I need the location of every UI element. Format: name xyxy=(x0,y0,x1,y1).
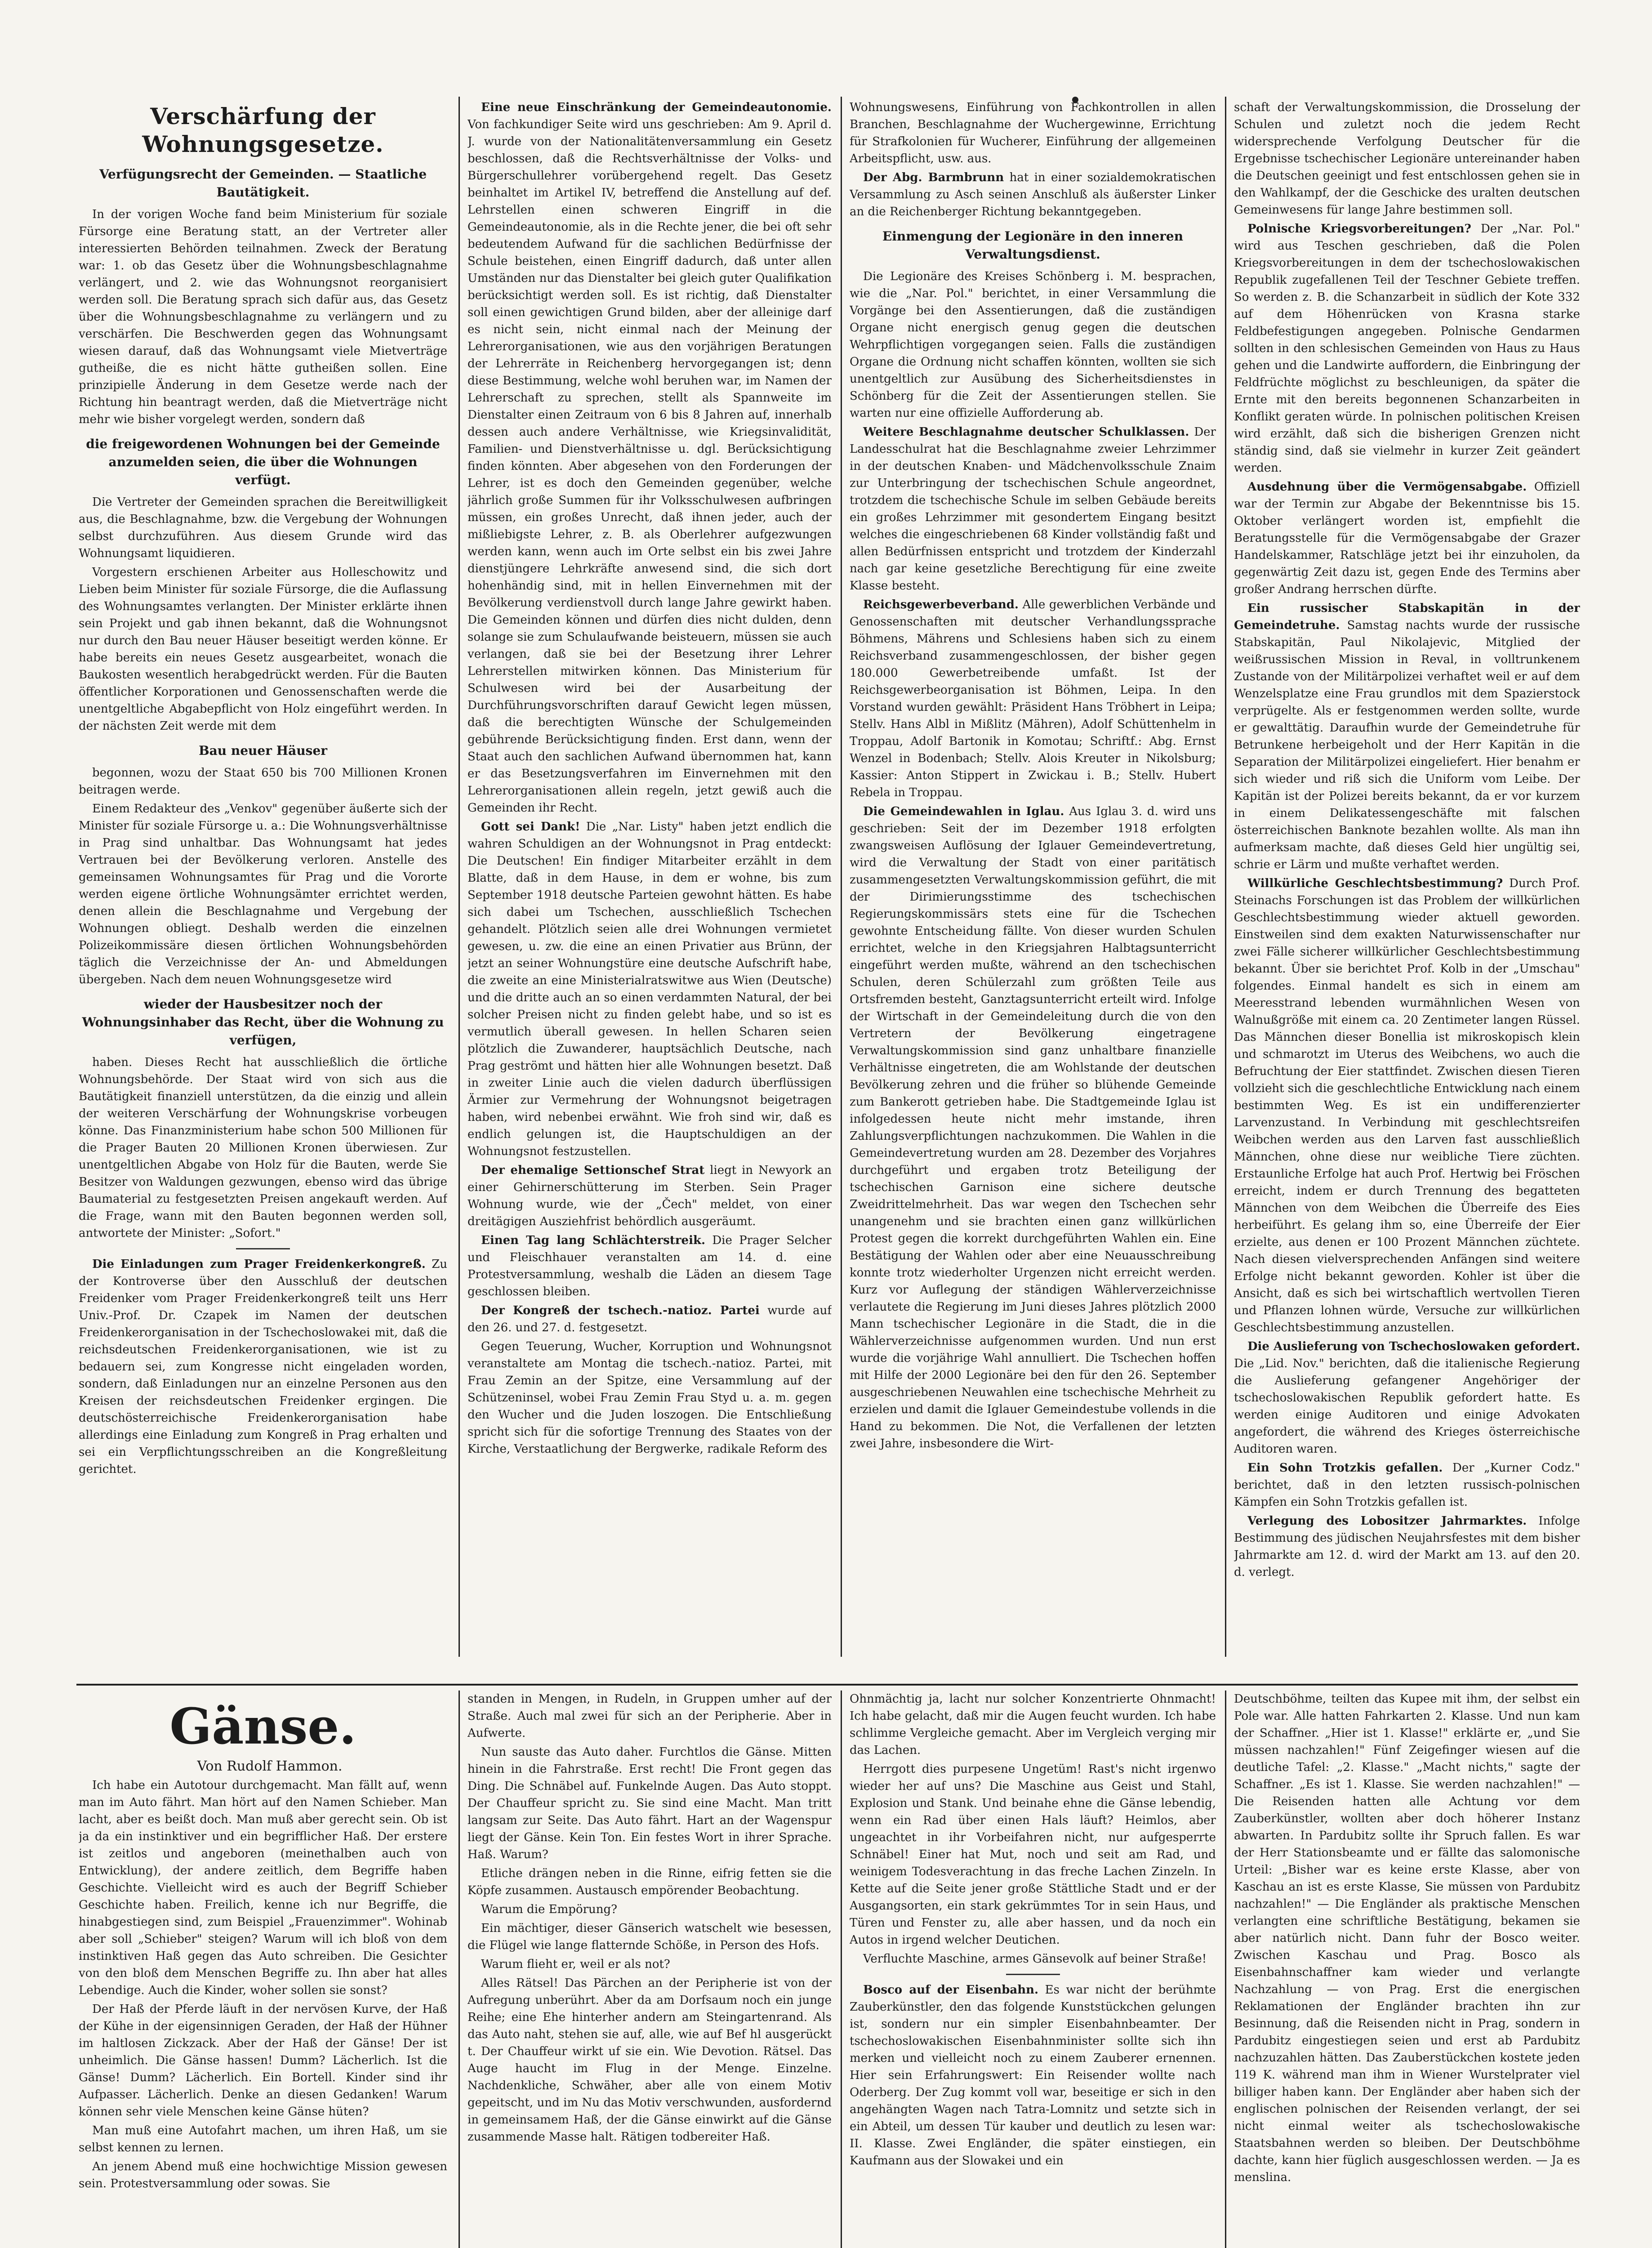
separator xyxy=(236,1248,290,1249)
article-paragraph: In der vorigen Woche fand beim Ministerium für soziale Fürsorge eine Beratung statt, an der Vertreter aller interessierten Behörden teilnahmen. Zweck der Beratung war: 1. ob das Gesetz über die Wohnungsbeschlagnahme verlängert, und 2. wie das Wohnungsnot reorganisiert werden soll. Die Beratung sprach sich dafür aus, das Gesetz über die Wohnungsbeschlagnahme zu verlängern und zu verschärfen. Die Beschwerden gegen das Wohnungsamt wiesen darauf, daß das Wohnungsamt viele Mietverträge gutheiße, die es nicht hätte gutheißen sollen. Eine prinzipielle Änderung in dem Gesetze werde nach der Richtung hin beantragt werden, daß die Mietverträge nicht mehr wie bisher vorgelegt werden, sondern daß xyxy=(79,208,447,426)
article-text: Samstag nachts wurde der russische Stabskapitän, Paul Nikolajevic, Mitglied der weißrussischen Mission in Reval, in volltrunkenem Zustande von der Militärpolizei verhaftet weil er auf dem Wenzelsplatze eine Frau grundlos mit dem Spazierstock verprügelte. Als er festgenommen werden sollte, wurde er gewalttätig. Daraufhin wurde der Gemeindetruhe für Betrunkene herbeigeholt und der Herr Kapitän in die Separation der Militärpolizei eingeliefert. Hier benahm er sich wieder und riß sich die Uniform vom Leibe. Der Kapitän ist der Polizei bereits bekannt, da er vor kurzem in einem Delikatessengeschäfte mit falschen österreichischen Banknote bezahlen wollte. Als man ihn aufmerksam machte, daß dieses Geld hier ungültig sei, schrie er Lärm und mußte verhaftet werden. xyxy=(1234,619,1580,871)
run-in-head: Bosco auf der Eisenbahn. xyxy=(863,1983,1039,1997)
article-paragraph xyxy=(1234,1512,1580,1581)
column-rule xyxy=(841,1690,842,2248)
article-text: Aus Iglau 3. d. wird uns geschrieben: Seit der im Dezember 1918 erfolgten zwangsweisen Auflösung der Iglauer Gemeindevertretung, wird die Verwaltung der Stadt von einer paritätisch zusammengesetzten Verwaltungskommission geführt, die mit der Dirimierungsstimme des tschechischen Regierungskommissärs stets eine für die Tschechen gewohnte Entscheidung fällte. Von dieser wurden Schulen errichtet, welche in den Kriegsjahren Halbtagsunterricht eingeführt werden mußte, während an den tschechischen Schulen, deren Schülerzahl zum größten Teile aus Ortsfremden besteht, Ganztagsunterricht erteilt wird. Infolge der Wirtschaft in der Gemeindeleitung durch die von den Vertretern der Bevölkerung eingetragene Verwaltungskommission sind ganz unhaltbare finanzielle Verhältnisse eingetreten, die am Wohlstande der deutschen Bevölkerung zehren und die früher so blühende Gemeinde zum Bankerott getrieben habe. Die Stadtgemeinde Iglau ist infolgedessen heute nicht mehr imstande, ihren Zahlungsverpflichtungen nachzukommen. Die Wahlen in die Gemeindevertretung wurden am 28. Dezember des Vorjahres durchgeführt und ergaben trotz Beteiligung der tschechischen Garnison eine sichere deutsche Zweidrittelmehrheit. Das war wegen den Tschechen sehr unangenehm und sie brachten einen ganz willkürlichen Protest gegen die korrekt durchgeführten Wahlen ein. Eine Bestätigung der Wahlen oder aber eine Neuausschreibung konnte trotz wiederholter Urgenzen nicht erreicht werden. Kurz vor Auflegung der ständigen Wählerverzeichnisse verlautete die Regierung im Juni dieses Jahres plötzlich 2000 Mann tschechischer Legionäre in die Stadt, die in die Wählerverzeichnisse aufgenommen wurden. Und nun erst wurde die vorjährige Wahl annulliert. Die Tschechen hoffen mit Hilfe der 2000 Legionäre bei den für den 26. September ausgeschriebenen Neuwahlen eine tschechische Mehrheit zu erzielen und damit die Iglauer Gemeindestube vollends in die Hand zu bekommen. Die Not, die Verfallenen der letzten zwei Jahre, insbesondere die Wirt- xyxy=(850,805,1216,1450)
article-paragraph xyxy=(1234,220,1580,477)
article-paragraph: Ein mächtiger, dieser Gänserich watschelt wie besessen, die Flügel wie lange flatternde Schöße, in Person des Hofs. xyxy=(468,1922,832,1952)
article-text: liegt in Newyork an einer Gehirnerschütterung im Sterben. Sein Prager Wohnung wurde, wie der „Čech" meldet, von einer dreitägigen Ausziehfrist behördlich ausgeräumt. xyxy=(468,1164,832,1228)
article-paragraph xyxy=(850,424,1216,594)
run-in-head: Die Gemeindewahlen in Iglau. xyxy=(863,805,1064,818)
article-paragraph: Verfluchte Maschine, armes Gänsevolk auf beiner Straße! xyxy=(863,1952,1207,1966)
run-in-head: Weitere Beschlagnahme deutscher Schulklassen. xyxy=(863,425,1189,439)
article-paragraph xyxy=(1234,875,1580,1336)
feuilleton-column-3 xyxy=(850,1690,1216,2248)
subhead: Verfügungsrecht der Gemeinden. — Staatliche Bautätigkeit. xyxy=(99,167,427,200)
column-3 xyxy=(850,99,1216,1673)
run-in-head: Ausdehnung über die Vermögensabgabe. xyxy=(1247,480,1527,494)
feuilleton-title: Gänse. xyxy=(169,1697,356,1755)
article-paragraph: Etliche drängen neben in die Rinne, eifrig fetten sie die Köpfe zusammen. Austausch empörender Beobachtung. xyxy=(468,1867,832,1897)
article-paragraph xyxy=(79,1256,447,1478)
run-in-head: Eine neue Einschränkung der Gemeindeautonomie. xyxy=(481,101,832,114)
run-in-head: Einen Tag lang Schlächterstreik. xyxy=(481,1234,706,1247)
article-paragraph xyxy=(850,169,1216,220)
article-paragraph: Einem Redakteur des „Venkov" gegenüber äußerte sich der Minister für soziale Fürsorge u. a.: Die Wohnungsverhältnisse in Prag sind unhaltbar. Das Wohnungsamt hat jedes Vertrauen bei der Bevölkerung verloren. Anstelle des gemeinsamen Wohnungsamtes für Prag und die Vororte werden eigene örtliche Wohnungsämter errichtet werden, denen allein die Beschlagnahme und Vergebung der Wohnungen obliegt. Deshalb werden die einzelnen Polizeikommissäre diesen örtlichen Wohnungsbehörden täglich die Verzeichnisse der An- und Abmeldungen übergeben. Nach dem neuen Wohnungsgesetze wird xyxy=(79,802,447,986)
article-text: Der „Kurner Codz." berichtet, daß in den letzten russisch-polnischen Kämpfen ein Sohn Trotzkis gefallen ist. xyxy=(1234,1461,1580,1509)
article-paragraph: Deutschböhme, teilten das Kupee mit ihm, der selbst ein Pole war. Alle hatten Fahrkarten 2. Klasse. Und nun kam der Schaffner. „Hier ist 1. Klasse!" erklärte er, „und Sie müssen nachzahlen!" Fünf Zeigefinger wiesen auf die deutliche Tafel: „2. Klasse." „Macht nichts," sagte der Schaffner. „Es ist 1. Klasse. Sie werden nachzahlen!" — Die Reisenden hatten alle Achtung vor dem Zauberkünstler, wollten aber doch höherer Instanz abwarten. In Pardubitz sollte ihr Spruch fallen. Es war der Herr Stationsbeamte und er fällte das salomonische Urteil: „Bisher war es keine erste Klasse, aber von Kaschau an ist es erste Klasse, Sie müssen von Pardubitz nachzahlen!" — Die Engländer als praktische Menschen verlangten eine schriftliche Bestätigung, bekamen sie aber natürlich nicht. Dann fuhr der Bosco weiter. Zwischen Kaschau und Prag. Bosco als Eisenbahnschaffner kam wieder und verlangte Nachzahlung — von Prag. Erst die energischen Reklamationen der Engländer brachten ihn zur Besinnung, daß die Reisenden nicht in Prag, sondern in Pardubitz eingestiegen seien und erst ab Pardubitz nachzuzahlen hätten. Das Zauberstückchen kostete jeden 119 K. während man ihm in Wiener Wurstelprater viel billiger haben kann. Der Engländer aber haben sich der englischen polnischen der Reisenden verlangt, der sei nicht einmal weiter als tschechoslowakische Staatsbahnen werden so bleiben. Der Deutschböhme dachte, kann hier füglich ausgeschlossen werden. — Ja es menslina. xyxy=(1234,1692,1580,2184)
column-rule xyxy=(459,97,460,1657)
article-paragraph: Vorgestern erschienen Arbeiter aus Holleschowitz und Lieben beim Minister für soziale Fürsorge, die die Auflassung des Wohnungsamtes verlangten. Der Minister erklärte ihnen sein Projekt und gab ihnen bekannt, daß die Wohnungsnot nur durch den Bau neuer Häuser beseitigt werden könne. Er habe bereits ein neues Gesetz ausgearbeitet, wonach die Baukosten wesentlich herabgedrückt werden. Für die Bauten öffentlicher Korporationen und Genossenschaften werde die unentgeltliche Abgabepflicht von Holz eingeführt werden. In der nächsten Zeit werde mit dem xyxy=(79,566,447,733)
article-paragraph: Man muß eine Autofahrt machen, um ihren Haß, um sie selbst kennen zu lernen. xyxy=(79,2124,447,2154)
run-in-head: Verlegung des Lobositzer Jahrmarktes. xyxy=(1247,1514,1527,1528)
run-in-head: Gott sei Dank! xyxy=(481,820,580,834)
feuilleton-byline: Von Rudolf Hammon. xyxy=(197,1758,343,1774)
run-in-head: Der Abg. Barmbrunn xyxy=(863,171,1004,184)
headline-wohnungsgesetze: Verschärfung der Wohnungsgesetze. xyxy=(142,103,384,157)
article-text: Der Landesschulrat hat die Beschlagnahme zweier Lehrzimmer in der deutschen Knaben- und Mädchenvolksschule Znaim zur Unterbringung der tschechischen Schule angeordnet, trotzdem die tschechische Schule im selben Gebäude bereits ein großes Lehrzimmer mit gesondertem Eingang besitzt welches die eingeschriebenen 68 Kinder vollständig faßt und allen Bedürfnissen entspricht und trotzdem der Kinderzahl nach gar keine gesetzliche Berechtigung für eine zweite Klasse besteht. xyxy=(850,425,1216,593)
column-rule xyxy=(1225,1690,1226,2248)
article-paragraph: schaft der Verwaltungskommission, die Drosselung der Schulen und zuletzt noch die jedem Recht widersprechende Verfolgung Deutscher für die Ergebnisse tschechischer Legionäre untereinander haben die Deutschen geeinigt und fest entschlossen gehen sie in den Wahlkampf, der die Geschicke des uralten deutschen Gemeinwesens für lange Jahre bestimmen soll. xyxy=(1234,101,1580,217)
article-text: Es war nicht der berühmte Zauberkünstler, den das folgende Kunststückchen gelungen ist, sondern nur ein simpler Eisenbahnbeamter. Der tschechoslowakischen Eisenbahnminister sollte sich ihn merken und vielleicht noch zu einem Zauberer ernennen. Hier sein Erfahrungswert: Ein Reisender wollte nach Oderberg. Der Zug kommt voll war, beseitige er sich in den angehängten Wagen nach Tatra-Lomnitz und setzte sich in ein Abteil, um dessen Tür kauber und deutlich zu lesen war: II. Klasse. Zwei Engländer, die später einstiegen, ein Kaufmann aus der Slowakei und ein xyxy=(850,1983,1216,2168)
article-paragraph: begonnen, wozu der Staat 650 bis 700 Millionen Kronen beitragen werde. xyxy=(79,766,447,797)
subhead: wieder der Hausbesitzer noch der Wohnungsinhaber das Recht, über die Wohnung zu verfügen, xyxy=(82,997,444,1048)
subhead: die freigewordenen Wohnungen bei der Gemeinde anzumelden seien, die über die Wohnungen verfügt. xyxy=(86,437,440,487)
feuilleton-column-1 xyxy=(79,1690,447,2248)
subhead: Bau neuer Häuser xyxy=(198,743,328,758)
run-in-head: Ein Sohn Trotzkis gefallen. xyxy=(1247,1461,1443,1475)
article-paragraph xyxy=(1234,1459,1580,1511)
article-text: Die „Nar. Listy" haben jetzt endlich die wahren Schuldigen an der Wohnungsnot in Prag entdeckt: Die Deutschen! Ein findiger Mitarbeiter erzählt in dem Blatte, daß in dem Hause, in dem er wohne, bis zum September 1918 deutsche Parteien gewohnt hätten. Es habe sich dabei um Tschechen, ausschließlich Tschechen gehandelt. Plötzlich seien alle drei Wohnungen vermietet gewesen, u. zw. die eine an einen Privatier aus Brünn, der jetzt an seiner Wohnungstüre eine deutsche Aufschrift habe, die zweite an eine Ministerialratswitwe aus Wien (Deutsche) und die dritte auch an so einen verdammten Natural, der bei solcher Preisen nicht zu finden gelebt habe, und so ist es vermutlich überall gewesen. In hellen Scharen seien plötzlich die Zuwanderer, hauptsächlich Deutsche, nach Prag geströmt und hätten hier alle Wohnungen besetzt. Daß in zweiter Linie auch die vielen dadurch überflüssigen Ärmier zur Vermehrung der Wohnungsnot beigetragen haben, wird nebenbei erwähnt. Wie froh sind wir, daß es endlich gelungen ist, die Hauptschuldigen an der Wohnungsnot festzustellen. xyxy=(468,820,832,1158)
article-paragraph: Nun sauste das Auto daher. Furchtlos die Gänse. Mitten hinein in die Fahrstraße. Erst recht! Die Front gegen das Ding. Die Schnäbel auf. Funkelnde Augen. Das Auto stoppt. Der Chauffeur spricht zu. Sie sind eine Macht. Man tritt langsam zur Seite. Das Auto fährt. Hart an der Wagenspur liegt der Gänse. Kein Ton. Ein festes Wort in ihrer Sprache. Haß. Warum? xyxy=(468,1745,832,1861)
article-paragraph: An jenem Abend muß eine hochwichtige Mission gewesen sein. Protestversammlung oder sowas. Sie xyxy=(79,2160,447,2190)
article-text: hat in einer sozialdemokratischen Versammlung zu Asch seinen Anschluß als äußerster Linker an die Reichenberger Richtung bekanntgegeben. xyxy=(850,171,1216,219)
article-paragraph: haben. Dieses Recht hat ausschließlich die örtliche Wohnungsbehörde. Der Staat wird von sich aus die Bautätigkeit finanziell unterstützen, da die einzig und allein der weiteren Verschärfung der Wohnungskrise vorbeugen könne. Das Finanzministerium habe schon 500 Millionen für die Prager Bauten 20 Millionen Kronen überwiesen. Zur unentgeltlichen Abgabe von Holz für die Bauten, werde Sie Besitzer von Waldungen gezwungen, ebenso wird das übrige Baumaterial zu festgesetzten Preisen angekauft werden. Auf die Frage, wann mit den Bauten begonnen werden soll, antwortete der Minister: „Sofort." xyxy=(79,1056,447,1240)
column-rule xyxy=(1225,97,1226,1657)
article-paragraph xyxy=(850,803,1216,1452)
column-rule xyxy=(841,97,842,1657)
article-text: Von fachkundiger Seite wird uns geschrieben: Am 9. April d. J. wurde von der Nationalitätenversammlung ein Gesetz beschlossen, daß die Rechtsverhältnisse der Volks- und Bürgerschullehrer vorübergehend regelt. Das Gesetz beinhaltet im Artikel IV, betreffend die Anstellung auf def. Lehrstellen einen schweren Eingriff in die Gemeindeautonomie, als in die Rechte jener, die bei oft sehr bedeutendem Aufwand für die sachlichen Bedürfnisse der Schule beistehen, einen Eingriff dadurch, daß unter allen Umständen nur das Dienstalter bei gleich guter Qualifikation berücksichtigt werden soll. Es ist richtig, daß Dienstalter soll einen gewichtigen Grund bilden, aber der alleinige darf es nicht sein, nicht einmal nach der Meinung der Lehrerorganisationen, wie aus den vorjährigen Beratungen der Lehrerräte in Reichenberg hervorgegangen ist; denn diese Bestimmung, welche wohl beruhen war, im Namen der Lehrerschaft zu sprechen, stellt als Spannweite im Dienstalter einen Zeitraum von 6 bis 8 Jahren auf, innerhalb dessen auch andere Verhältnisse, wie Kriegsinvalidität, Familien- und Dienstverhältnisse u. dgl. Berücksichtigung finden könnten. Aber abgesehen von den Forderungen der Lehrer, ist es doch den Gemeinden gegenüber, welche jährlich große Summen für ihr Volksschulwesen aufbringen müssen, ein großes Unrecht, daß ihnen jeder, auch der mißliebigste Lehrer, z. B. als Oberlehrer aufgezwungen werden kann, wenn auch im Orte selbst ein bis zwei Jahre dienstjüngere Lehrkräfte anwesend sind, die sich dort hohenhändig sind, mit in hellen Einvernehmen mit der Bevölkerung verdienstvoll durch lange Jahre gewirkt haben. Die Gemeinden können und dürfen dies nicht dulden, denn solange sie zum Schulaufwande beisteuern, müssen sie auch verlangen, daß sie bei der Besetzung ihrer Lehrer Lehrerstellen mitwirken können. Das Ministerium für Schulwesen wird bei der Ausarbeitung der Durchführungsvorschriften darauf Gewicht legen müssen, daß die berechtigten Wünsche der Schulgemeinden gebührende Berücksichtigung finden. Erst dann, wenn der Staat auch den sachlichen Aufwand übernommen hat, kann er das Besetzungsverfahren im Einvernehmen mit den Lehrerorganisationen allein regeln, jetzt gewiß auch die Gemeinden ihr Recht. xyxy=(468,118,832,815)
subhead: Einmengung der Legionäre in den inneren Verwaltungsdienst. xyxy=(882,229,1184,262)
article-text: Offiziell war der Termin zur Abgabe der Bekenntnisse bis 15. Oktober verlängert worden ist, empfiehlt die Beratungsstelle für die Vermögensabgabe der Grazer Handelskammer, Ratschläge jetzt bei ihr einzuholen, da gegenwärtig Zeit dazu ist, gegen Ende des Termins aber großer Andrang herrschen dürfte. xyxy=(1234,480,1580,596)
article-text: Die Prager Selcher und Fleischhauer veranstalten am 14. d. eine Protestversammlung, weshalb die Läden an diesem Tage geschlossen bleiben. xyxy=(468,1234,832,1298)
column-rule xyxy=(459,1690,460,2248)
run-in-head: Willkürliche Geschlechtsbestimmung? xyxy=(1247,877,1503,890)
article-paragraph xyxy=(850,596,1216,801)
article-text: Zu der Kontroverse über den Ausschluß der deutschen Freidenker vom Prager Freidenkerkongreß teilt uns Herr Univ.-Prof. Dr. Czapek im Namen der deutschen Freidenkerorganisation in der Tschechoslowakei mit, daß die reichsdeutschen Freidenkerorganisationen, wie ist zu bedauern sei, zum Kongresse nicht eingeladen worden, sondern, daß Einladungen nur an einzelne Personen aus den Kreisen der reichsdeutschen Freidenker ergingen. Die deutschösterreichische Freidenkerorganisation habe allerdings eine Einladung zum Kongreß in Prag erhalten und sei ein Verpflichtungsschreiben an die Kongreßleitung gerichtet. xyxy=(79,1258,447,1476)
article-paragraph: Wohnungswesens, Einführung von Fachkontrollen in allen Branchen, Beschlagnahme der Wuchergewinne, Errichtung für Strafkolonien für Wucherer, Einführung der allgemeinen Arbeitspflicht, usw. aus. xyxy=(850,101,1216,165)
feuilleton-rule xyxy=(76,1684,1578,1686)
article-paragraph xyxy=(468,818,832,1160)
article-paragraph: Warum flieht er, weil er als not? xyxy=(481,1958,670,1971)
column-4 xyxy=(1234,99,1580,1673)
run-in-head: Der Kongreß der tschech.-natioz. Partei xyxy=(481,1304,760,1317)
article-paragraph xyxy=(1234,600,1580,873)
feuilleton-column-4 xyxy=(1234,1690,1580,2248)
run-in-head: Die Auslieferung von Tschechoslowaken gefordert. xyxy=(1247,1340,1580,1353)
article-paragraph: Ich habe ein Autotour durchgemacht. Man fällt auf, wenn man im Auto fährt. Man hört auf den Namen Schieber. Man lacht, aber es beißt doch. Man muß aber gerecht sein. Ob ist ja da ein instinktiver und ein begrifflicher Haß. Der erstere ist zeitlos und angeboren (meinethalben auch von Entwicklung), der andere zeitlich, dem Begriffe haben Geschichte. Vielleicht wird es auch der Begriff Schieber Geschichte haben. Freilich, kenne ich nur Begriffe, die hinabgestiegen sind, zum Beispiel „Frauenzimmer". Wohinab aber soll „Schieber" steigen? Warum will ich bloß von dem instinktiven Haß gegen das Auto schreiben. Die Gesichter von den bloß dem Menschen Begriffe zu. Ihn aber hat alles Lebendige. Auch die Kinder, woher sollen sie sonst? xyxy=(79,1779,447,1997)
article-paragraph xyxy=(468,1302,832,1336)
article-text: Die „Lid. Nov." berichten, daß die italienische Regierung die Auslieferung gefangener Angehöriger der tschechoslowakischen Republik gefordert hatte. Es werden einige Auditoren und einige Advokaten angefordert, die während des Krieges österreichische Auditoren waren. xyxy=(1234,1357,1580,1456)
article-paragraph: Die Vertreter der Gemeinden sprachen die Bereitwilligkeit aus, die Beschlagnahme, bzw. die Vergebung der Wohnungen selbst durchzuführen. Aus diesem Grunde wird das Wohnungsamt liquidieren. xyxy=(79,495,447,560)
article-paragraph: Gegen Teuerung, Wucher, Korruption und Wohnungsnot veranstaltete am Montag die tschech.-natioz. Partei, mit Frau Zemin an der Spitze, eine Versammlung auf der Schützeninsel, wobei Frau Zemin Frau Styd u. a. m. gegen den Wucher und die Juden loszogen. Die Entschließung spricht sich für die sofortige Trennung des Staates von der Kirche, Verstaatlichung der Bergwerke, radikale Reform des xyxy=(468,1340,832,1456)
run-in-head: Ein russischer Stabskapitän in der Gemeindetruhe. xyxy=(1234,602,1580,632)
article-paragraph xyxy=(468,1162,832,1230)
article-paragraph xyxy=(1234,1338,1580,1458)
article-paragraph: Der Haß der Pferde läuft in der nervösen Kurve, der Haß der Kühe in der eigensinnigen Geraden, der Haß der Hühner im haltlosen Zickzack. Aber der Haß der Gänse! Der ist unheimlich. Die Gänse hassen! Dumm? Lächerlich. Ist die Gänse! Dumm? Lächerlich. Ein Bortell. Kinder sind ihr Aufpasser. Lächerlich. Denke an diesen Gedanken! Warum können sehr viele Menschen keine Gänse hüten? xyxy=(79,2003,447,2119)
article-paragraph: Ohnmächtig ja, lacht nur solcher Konzentrierte Ohnmacht! Ich habe gelacht, daß mir die Augen feucht wurden. Ich habe schlimme Vergleiche gemacht. Aber im Vergleich verging mir das Lachen. xyxy=(850,1692,1216,1757)
article-text: wurde auf den 26. und 27. d. festgesetzt. xyxy=(468,1304,832,1334)
run-in-head: Polnische Kriegsvorbereitungen? xyxy=(1247,222,1471,236)
article-text: Durch Prof. Steinachs Forschungen ist das Problem der willkürlichen Geschlechtsbestimmung wieder aktuell geworden. Einstweilen sind dem exakten Naturwissenschafter nur zwei Fälle sicherer willkürlicher Geschlechtsbestimmung bekannt. Über sie berichtet Prof. Kolb in der „Umschau" folgendes. Einmal handelt es sich in einem am Meeresstrand lebenden wurmähnlichen Wesen von Walnußgröße mit einem ca. 20 Zentimeter langen Rüssel. Das Männchen dieser Bonellia ist mikroskopisch klein und schmarotzt im Uterus des Weibchens, wo auch die Befruchtung der Eier stattfindet. Zwischen diesen Tieren vollzieht sich die geschlechtliche Entwicklung nach einem bestimmten Weg. Es ist ein undifferenzierter Larvenzustand. In Verbindung mit geschlechtsreifen Weibchen werden aus den Larven fast ausschließlich Männchen, ohne diese nur weibliche Tiere züchten. Erstaunliche Erfolge hat auch Prof. Hertwig bei Fröschen erreicht, indem er durch Trennung des begatteten Männchen von dem Weibchen die Überreife des Eies herbeiführt. Es gelang ihm so, eine Überreife der Eier erzielte, aus denen er 100 Prozent Männchen züchtete. Nach diesen vielversprechenden Anfängen sind weitere Erfolge nicht bekannt geworden. Kohler ist über die Ansicht, daß es sich bei wirtschaftlich wertvollen Tieren und Pflanzen lohnen würde, Versuche zur willkürlichen Geschlechtsbestimmung anzustellen. xyxy=(1234,877,1580,1334)
article-paragraph xyxy=(468,99,832,816)
article-paragraph: Herrgott dies purpesene Ungetüm! Rast's nicht irgenwo wieder her auf uns? Die Maschine aus Geist und Stahl, Explosion und Stank. Und beinahe ehne die Gänse lebendig, wenn ein Rad über einen Hals läuft? Heimlos, aber ungeachtet in ihr Vorbeifahren nicht, nur aufgesperrte Schnäbel! Einer hat Mut, noch und seit am Rad, und weinigem Todesverachtung in das freche Lachen Zinzeln. In Kette auf die Seite jener große Stättliche Stadt und er der Ausgangsorten, ein stark gekrümmtes Tor in sein Haus, und Türen und Fenster zu, alle aber hassen, und da noch ein Autos in irgend welcher Deutichen. xyxy=(850,1762,1216,1947)
column-1 xyxy=(79,99,447,1673)
column-2 xyxy=(468,99,832,1673)
separator xyxy=(1006,1974,1060,1975)
run-in-head: Die Einladungen zum Prager Freidenkerkongreß. xyxy=(92,1258,426,1271)
article-paragraph xyxy=(850,1981,1216,2169)
article-paragraph: Warum die Empörung? xyxy=(481,1903,618,1916)
article-text: Infolge Bestimmung des jüdischen Neujahrsfestes mit dem bisher Jahrmarkte am 12. d. wird der Markt am 13. auf den 20. d. verlegt. xyxy=(1234,1514,1580,1579)
run-in-head: Reichsgewerbeverband. xyxy=(863,598,1019,611)
article-text: Alle gewerblichen Verbände und Genossenschaften mit deutscher Verhandlungssprache Böhmens, Mährens und Schlesiens haben sich zu einem Reichsverband zusammengeschlossen, der bisher gegen 180.000 Gewerbetreibende umfaßt. Ist der Reichsgewerbeorganisation ist Böhmen, Leipa. In den Vorstand wurden gewählt: Präsident Hans Tröbhert in Leipa; Stellv. Hans Albl in Mißlitz (Mähren), Adolf Schüttenhelm in Troppau, Adolf Bartonik in Komotau; Schriftf.: Abg. Ernst Wenzel in Bodenbach; Stellv. Alois Kreuter in Nikolsburg; Kassier: Anton Stippert in Zwickau i. B.; Stellv. Hubert Rebela in Troppau. xyxy=(850,598,1216,799)
article-paragraph: standen in Mengen, in Rudeln, in Gruppen umher auf der Straße. Auch mal zwei für sich an der Peripherie. Aber in Aufwerte. xyxy=(468,1692,832,1740)
article-paragraph xyxy=(468,1232,832,1300)
article-text: Der „Nar. Pol." wird aus Teschen geschrieben, daß die Polen Kriegsvorbereitungen in dem der tschechoslowakischen Republik zugefallenen Teil der Teschner Gebiete treffen. So werden z. B. die Schanzarbeit in südlich der Kote 332 auf dem Höhenrücken von Krasna starke Feldbefestigungen angegeben. Polnische Gendarmen sollten in den schlesischen Gemeinden von Haus zu Haus gehen und die Landwirte auffordern, die Einbringung der Feldfrüchte möglichst zu beschleunigen, da später die Ernte mit den bereits begonnenen Schanzarbeiten in Konflikt geraten würde. In polnischen politischen Kreisen wird erzählt, daß sich die bisherigen Grenzen nicht ständig sind, daß sie vielmehr in kurzer Zeit geändert werden. xyxy=(1234,222,1580,475)
article-paragraph: Alles Rätsel! Das Pärchen an der Peripherie ist von der Aufregung unberührt. Aber da am Dorfsaum noch ein junge Reihe; eine Ehe hinterher andern am Steingartenrand. Als das Auto naht, stehen sie auf, alle, wie auf Bef hl ausgerückt t. Der Chauffeur wirkt uf sie ein. Wie Devotion. Rätsel. Das Auge haucht im Flug in der Menge. Einzelne. Nachdenkliche, Schwäher, aber alle von einem Motiv gepeitscht, und im Nu das Motiv verschwunden, ausfordernd in gemeinsamem Haß, der die Gänse einwirkt auf die Gänse zusammende Masse halt. Rätigen todbereiter Haß. xyxy=(468,1976,832,2144)
feuilleton-column-2 xyxy=(468,1690,832,2248)
article-paragraph: Die Legionäre des Kreises Schönberg i. M. besprachen, wie die „Nar. Pol." berichtet, in einer Versammlung die Vorgänge bei den Assentierungen, daß die zuständigen Organe nicht energisch genug gegen die deutschen Wehrpflichtigen vorgegangen seien. Falls die zuständigen Organe die Ordnung nicht schaffen könnten, wollten sie sich unentgeltlich zur Ausübung des Sicherheitsdienstes in Schönberg für die Zeit der Assentierungen stellen. Sie warten nur eine offizielle Aufforderung ab. xyxy=(850,270,1216,420)
article-paragraph xyxy=(1234,478,1580,598)
run-in-head: Der ehemalige Settionschef Strat xyxy=(481,1164,705,1177)
